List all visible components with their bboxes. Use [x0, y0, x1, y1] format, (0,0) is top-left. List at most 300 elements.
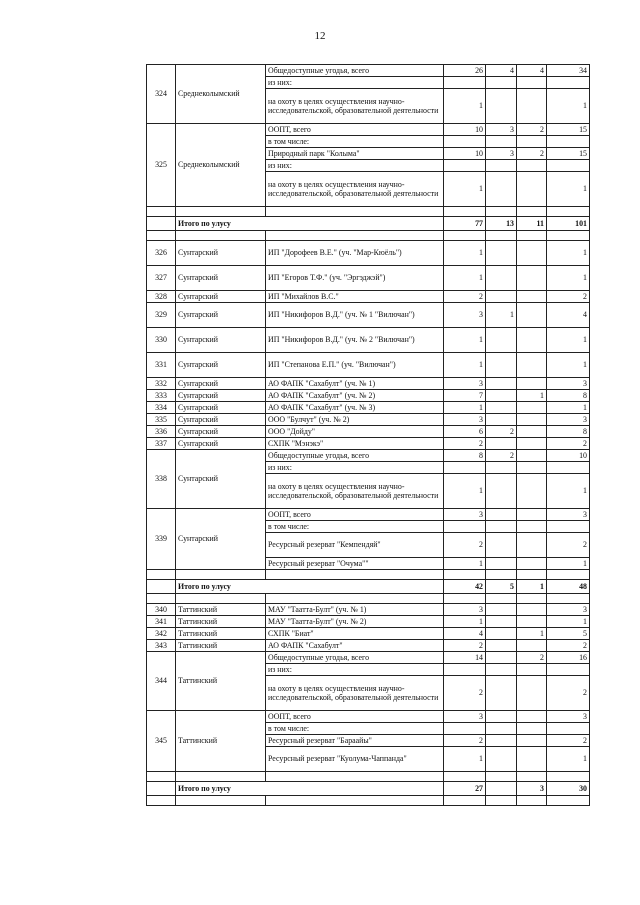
value-cell: 2	[444, 438, 486, 450]
value-cell	[517, 414, 547, 426]
category-description: Общедоступные угодья, всего	[266, 652, 444, 664]
value-cell	[547, 462, 590, 474]
value-cell: 1	[547, 747, 590, 772]
value-cell	[486, 711, 517, 723]
value-cell: 1	[547, 241, 590, 266]
value-cell: 2	[517, 148, 547, 160]
value-cell	[486, 172, 517, 207]
value-cell: 1	[547, 558, 590, 570]
value-cell	[517, 241, 547, 266]
district-total-row	[147, 217, 590, 231]
value-cell	[486, 640, 517, 652]
value-cell: 1	[547, 266, 590, 291]
spacer-row	[147, 207, 590, 217]
row-number: 337	[147, 438, 176, 450]
district-name: Таттинский	[176, 652, 266, 711]
district-name: Таттинский	[176, 711, 266, 772]
value-cell: 1	[547, 402, 590, 414]
value-cell: 1	[444, 241, 486, 266]
value-cell	[517, 402, 547, 414]
value-cell	[486, 160, 517, 172]
category-description: в том числе:	[266, 521, 444, 533]
value-cell	[486, 390, 517, 402]
empty-cell	[266, 570, 444, 580]
value-cell: 3	[444, 509, 486, 521]
empty-cell	[547, 594, 590, 604]
value-cell: 1	[547, 474, 590, 509]
total-label: Итого по улусу	[176, 782, 444, 796]
row-number: 327	[147, 266, 176, 291]
value-cell: 3	[547, 378, 590, 390]
empty-cell	[547, 207, 590, 217]
total-value: 3	[517, 782, 547, 796]
value-cell	[517, 676, 547, 711]
district-total-row	[147, 782, 590, 796]
table-row	[147, 303, 590, 328]
row-number: 326	[147, 241, 176, 266]
empty-cell	[176, 594, 266, 604]
value-cell	[517, 378, 547, 390]
value-cell	[517, 266, 547, 291]
value-cell	[547, 77, 590, 89]
category-description: Ресурсный резерват "Очума""	[266, 558, 444, 570]
district-name: Сунтарский	[176, 390, 266, 402]
value-cell	[486, 402, 517, 414]
value-cell: 1	[444, 616, 486, 628]
value-cell: 1	[444, 266, 486, 291]
value-cell: 3	[486, 124, 517, 136]
value-cell: 1	[547, 328, 590, 353]
value-cell: 10	[547, 450, 590, 462]
district-name: Среднеколымский	[176, 124, 266, 207]
table-row	[147, 616, 590, 628]
empty-cell	[147, 217, 176, 231]
empty-cell	[517, 796, 547, 806]
value-cell	[486, 474, 517, 509]
value-cell	[517, 328, 547, 353]
value-cell: 8	[444, 450, 486, 462]
value-cell	[486, 89, 517, 124]
value-cell	[517, 450, 547, 462]
row-number: 341	[147, 616, 176, 628]
value-cell: 1	[444, 474, 486, 509]
category-description: из них:	[266, 664, 444, 676]
category-description: АО ФАПК "Сахабулт" (уч. № 3)	[266, 402, 444, 414]
district-name: Таттинский	[176, 628, 266, 640]
value-cell: 1	[444, 89, 486, 124]
table-row	[147, 438, 590, 450]
value-cell: 3	[444, 378, 486, 390]
value-cell: 2	[547, 291, 590, 303]
value-cell: 2	[444, 640, 486, 652]
value-cell	[517, 521, 547, 533]
total-value: 1	[517, 580, 547, 594]
empty-cell	[147, 570, 176, 580]
value-cell: 16	[547, 652, 590, 664]
row-number: 335	[147, 414, 176, 426]
row-number: 330	[147, 328, 176, 353]
district-name: Сунтарский	[176, 450, 266, 509]
value-cell: 2	[547, 438, 590, 450]
value-cell: 1	[444, 172, 486, 207]
row-number: 339	[147, 509, 176, 570]
table-row	[147, 640, 590, 652]
value-cell	[486, 462, 517, 474]
value-cell	[486, 521, 517, 533]
value-cell	[517, 723, 547, 735]
empty-cell	[176, 796, 266, 806]
category-description: на охоту в целях осуществления научно-исследовательской, образовательной деятельности	[266, 89, 444, 124]
value-cell: 1	[517, 390, 547, 402]
value-cell: 6	[444, 426, 486, 438]
value-cell	[486, 414, 517, 426]
table-row	[147, 266, 590, 291]
value-cell: 2	[486, 450, 517, 462]
table-row	[147, 402, 590, 414]
value-cell	[486, 676, 517, 711]
empty-cell	[486, 570, 517, 580]
category-description: на охоту в целях осуществления научно-исследовательской, образовательной деятельности	[266, 172, 444, 207]
total-value: 101	[547, 217, 590, 231]
value-cell	[517, 172, 547, 207]
value-cell	[486, 291, 517, 303]
value-cell	[517, 89, 547, 124]
category-description: Ресурсный резерват "Бараайы"	[266, 735, 444, 747]
row-number: 340	[147, 604, 176, 616]
value-cell	[547, 521, 590, 533]
category-description: ООО "Булчут" (уч. № 2)	[266, 414, 444, 426]
row-number: 336	[147, 426, 176, 438]
category-description: Природный парк "Колыма"	[266, 148, 444, 160]
value-cell	[486, 509, 517, 521]
value-cell	[517, 711, 547, 723]
empty-cell	[486, 207, 517, 217]
district-name: Сунтарский	[176, 328, 266, 353]
district-name: Сунтарский	[176, 438, 266, 450]
value-cell: 2	[517, 124, 547, 136]
value-cell: 8	[547, 390, 590, 402]
value-cell	[517, 533, 547, 558]
empty-cell	[486, 796, 517, 806]
table-row	[147, 426, 590, 438]
empty-cell	[147, 207, 176, 217]
category-description: АО ФАПК "Сахабулт"	[266, 640, 444, 652]
value-cell: 34	[547, 65, 590, 77]
value-cell: 15	[547, 124, 590, 136]
category-description: МАУ "Таатта-Булт" (уч. № 1)	[266, 604, 444, 616]
table-row	[147, 291, 590, 303]
category-description: ИП "Дорофеев В.Е." (уч. "Мар-Кюёль")	[266, 241, 444, 266]
empty-cell	[547, 772, 590, 782]
row-number: 338	[147, 450, 176, 509]
category-description: ИП "Михайлов В.С."	[266, 291, 444, 303]
value-cell	[486, 747, 517, 772]
empty-cell	[547, 796, 590, 806]
value-cell: 5	[547, 628, 590, 640]
value-cell	[517, 509, 547, 521]
value-cell: 2	[444, 676, 486, 711]
table-row	[147, 390, 590, 402]
empty-cell	[266, 231, 444, 241]
category-description: СХПК "Мэнэкэ"	[266, 438, 444, 450]
value-cell: 3	[444, 414, 486, 426]
total-value: 30	[547, 782, 590, 796]
district-name: Сунтарский	[176, 509, 266, 570]
value-cell: 2	[547, 676, 590, 711]
value-cell	[444, 136, 486, 148]
value-cell	[486, 266, 517, 291]
value-cell	[486, 378, 517, 390]
value-cell: 1	[444, 747, 486, 772]
category-description: на охоту в целях осуществления научно-исследовательской, образовательной деятельности	[266, 474, 444, 509]
total-value: 5	[486, 580, 517, 594]
value-cell	[517, 735, 547, 747]
category-description: на охоту в целях осуществления научно-исследовательской, образовательной деятельности	[266, 676, 444, 711]
value-cell	[517, 77, 547, 89]
value-cell	[444, 521, 486, 533]
value-cell: 14	[444, 652, 486, 664]
category-description: ИП "Никифоров В.Д." (уч. № 1 "Вилючан")	[266, 303, 444, 328]
value-cell: 8	[547, 426, 590, 438]
total-value	[486, 782, 517, 796]
district-name: Сунтарский	[176, 291, 266, 303]
value-cell: 2	[486, 426, 517, 438]
value-cell: 15	[547, 148, 590, 160]
district-name: Сунтарский	[176, 266, 266, 291]
district-name: Сунтарский	[176, 353, 266, 378]
empty-cell	[147, 772, 176, 782]
category-description: ООО "Дойду"	[266, 426, 444, 438]
category-description: ООПТ, всего	[266, 711, 444, 723]
empty-cell	[176, 207, 266, 217]
empty-cell	[444, 207, 486, 217]
category-description: МАУ "Таатта-Булт" (уч. № 2)	[266, 616, 444, 628]
value-cell	[486, 533, 517, 558]
district-name: Сунтарский	[176, 414, 266, 426]
empty-cell	[266, 594, 444, 604]
empty-cell	[176, 772, 266, 782]
empty-cell	[444, 772, 486, 782]
value-cell	[517, 291, 547, 303]
value-cell	[517, 747, 547, 772]
value-cell	[517, 474, 547, 509]
value-cell: 1	[547, 172, 590, 207]
empty-cell	[517, 772, 547, 782]
value-cell: 1	[444, 402, 486, 414]
district-name: Сунтарский	[176, 303, 266, 328]
table-row	[147, 65, 590, 77]
table-row	[147, 378, 590, 390]
district-name: Сунтарский	[176, 378, 266, 390]
total-value: 77	[444, 217, 486, 231]
empty-cell	[266, 796, 444, 806]
empty-cell	[517, 594, 547, 604]
district-name: Таттинский	[176, 604, 266, 616]
value-cell	[444, 462, 486, 474]
value-cell: 26	[444, 65, 486, 77]
category-description: ИП "Степанова Е.П." (уч. "Вилючан")	[266, 353, 444, 378]
total-label: Итого по улусу	[176, 217, 444, 231]
empty-cell	[444, 570, 486, 580]
category-description: АО ФАПК "Сахабулт" (уч. № 2)	[266, 390, 444, 402]
value-cell: 10	[444, 124, 486, 136]
row-number: 343	[147, 640, 176, 652]
category-description: ИП "Никифоров В.Д." (уч. № 2 "Вилючан")	[266, 328, 444, 353]
value-cell	[486, 628, 517, 640]
category-description: ООПТ, всего	[266, 509, 444, 521]
value-cell	[547, 136, 590, 148]
category-description: АО ФАПК "Сахабулт" (уч. № 1)	[266, 378, 444, 390]
value-cell	[517, 160, 547, 172]
district-name: Сунтарский	[176, 402, 266, 414]
empty-cell	[517, 231, 547, 241]
row-number: 333	[147, 390, 176, 402]
value-cell	[486, 735, 517, 747]
empty-cell	[486, 772, 517, 782]
value-cell	[517, 136, 547, 148]
value-cell: 7	[444, 390, 486, 402]
value-cell	[517, 426, 547, 438]
value-cell	[444, 77, 486, 89]
empty-cell	[176, 231, 266, 241]
value-cell	[517, 558, 547, 570]
empty-cell	[444, 231, 486, 241]
value-cell: 2	[547, 735, 590, 747]
empty-cell	[547, 231, 590, 241]
district-name: Таттинский	[176, 640, 266, 652]
value-cell: 2	[517, 652, 547, 664]
value-cell: 3	[547, 509, 590, 521]
value-cell	[517, 303, 547, 328]
value-cell	[517, 640, 547, 652]
value-cell: 3	[444, 604, 486, 616]
value-cell	[517, 438, 547, 450]
row-number: 324	[147, 65, 176, 124]
empty-cell	[547, 570, 590, 580]
district-name: Сунтарский	[176, 426, 266, 438]
value-cell: 2	[444, 533, 486, 558]
value-cell: 10	[444, 148, 486, 160]
empty-cell	[486, 594, 517, 604]
table-row	[147, 124, 590, 136]
value-cell: 1	[444, 328, 486, 353]
total-value: 13	[486, 217, 517, 231]
value-cell: 1	[486, 303, 517, 328]
value-cell	[547, 723, 590, 735]
value-cell	[486, 558, 517, 570]
value-cell: 2	[444, 291, 486, 303]
value-cell	[444, 723, 486, 735]
value-cell	[547, 160, 590, 172]
category-description: ИП "Егоров Т.Ф." (уч. "Эргэджэй")	[266, 266, 444, 291]
value-cell: 2	[547, 533, 590, 558]
value-cell: 3	[547, 604, 590, 616]
table-row	[147, 628, 590, 640]
table-row	[147, 328, 590, 353]
value-cell	[486, 136, 517, 148]
value-cell: 4	[547, 303, 590, 328]
table-row	[147, 652, 590, 664]
value-cell	[444, 160, 486, 172]
table-row	[147, 711, 590, 723]
value-cell	[517, 616, 547, 628]
empty-cell	[517, 207, 547, 217]
value-cell: 3	[486, 148, 517, 160]
row-number: 331	[147, 353, 176, 378]
district-total-row	[147, 580, 590, 594]
district-name: Таттинский	[176, 616, 266, 628]
empty-cell	[486, 231, 517, 241]
value-cell: 1	[547, 353, 590, 378]
empty-cell	[147, 231, 176, 241]
table-row	[147, 509, 590, 521]
empty-cell	[147, 796, 176, 806]
row-number: 344	[147, 652, 176, 711]
district-name: Сунтарский	[176, 241, 266, 266]
total-value: 27	[444, 782, 486, 796]
value-cell	[486, 328, 517, 353]
value-cell	[517, 664, 547, 676]
hunting-quota-table	[146, 64, 590, 806]
category-description: Ресурсный резерват "Куолума-Чаппанда"	[266, 747, 444, 772]
value-cell	[486, 604, 517, 616]
empty-cell	[147, 782, 176, 796]
value-cell	[486, 241, 517, 266]
row-number: 342	[147, 628, 176, 640]
empty-cell	[444, 796, 486, 806]
value-cell: 1	[517, 628, 547, 640]
category-description: Общедоступные угодья, всего	[266, 65, 444, 77]
value-cell	[486, 438, 517, 450]
row-number: 328	[147, 291, 176, 303]
empty-cell	[147, 580, 176, 594]
value-cell	[517, 353, 547, 378]
value-cell: 3	[547, 711, 590, 723]
value-cell	[486, 616, 517, 628]
value-cell: 4	[517, 65, 547, 77]
total-value: 48	[547, 580, 590, 594]
row-number: 334	[147, 402, 176, 414]
empty-cell	[444, 594, 486, 604]
category-description: Ресурсный резерват "Кемпендяй"	[266, 533, 444, 558]
spacer-row	[147, 570, 590, 580]
table-row	[147, 414, 590, 426]
value-cell	[486, 664, 517, 676]
district-name: Среднеколымский	[176, 65, 266, 124]
category-description: в том числе:	[266, 136, 444, 148]
empty-cell	[517, 570, 547, 580]
category-description: ООПТ, всего	[266, 124, 444, 136]
row-number: 325	[147, 124, 176, 207]
value-cell: 3	[547, 414, 590, 426]
category-description: из них:	[266, 160, 444, 172]
category-description: Общедоступные угодья, всего	[266, 450, 444, 462]
total-value: 42	[444, 580, 486, 594]
spacer-row	[147, 231, 590, 241]
row-number: 332	[147, 378, 176, 390]
page-number: 12	[314, 30, 326, 42]
spacer-row	[147, 796, 590, 806]
row-number: 345	[147, 711, 176, 772]
value-cell	[486, 77, 517, 89]
value-cell	[517, 604, 547, 616]
value-cell: 3	[444, 303, 486, 328]
empty-cell	[266, 772, 444, 782]
value-cell: 1	[444, 353, 486, 378]
value-cell: 4	[444, 628, 486, 640]
empty-cell	[176, 570, 266, 580]
category-description: в том числе:	[266, 723, 444, 735]
